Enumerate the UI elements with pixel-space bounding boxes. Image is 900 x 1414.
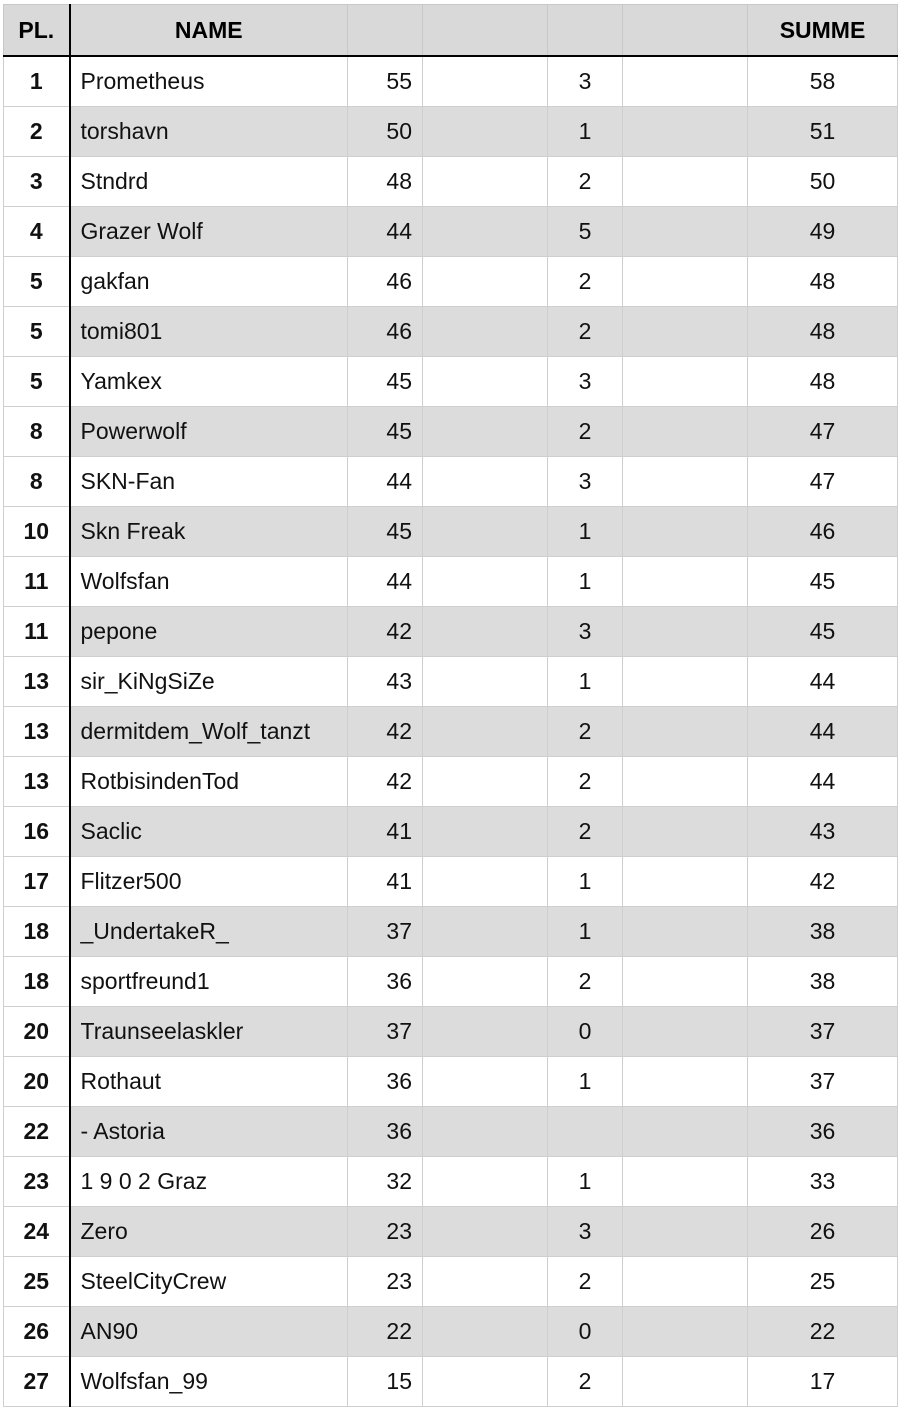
- cell-sum: 44: [748, 657, 898, 707]
- cell-sum: 36: [748, 1107, 898, 1157]
- cell-col-3: 15: [348, 1357, 423, 1407]
- cell-col-5: 3: [548, 1207, 623, 1257]
- cell-col-5: 2: [548, 307, 623, 357]
- cell-col-6: [623, 56, 748, 107]
- cell-place: 22: [4, 1107, 70, 1157]
- table-row: [4, 807, 898, 857]
- cell-col-6: [623, 1207, 748, 1257]
- table-row: [4, 407, 898, 457]
- cell-col-4: [423, 1057, 548, 1107]
- cell-col-3: 36: [348, 1107, 423, 1157]
- cell-col-5: 2: [548, 1257, 623, 1307]
- cell-col-5: 0: [548, 1307, 623, 1357]
- cell-sum: 46: [748, 507, 898, 557]
- cell-col-3: 23: [348, 1207, 423, 1257]
- cell-place: 5: [4, 257, 70, 307]
- cell-name: Flitzer500: [70, 857, 348, 907]
- header-col-4: [423, 5, 548, 57]
- cell-col-5: 3: [548, 56, 623, 107]
- cell-col-3: 36: [348, 957, 423, 1007]
- cell-col-6: [623, 407, 748, 457]
- cell-sum: 47: [748, 457, 898, 507]
- cell-col-5: 2: [548, 407, 623, 457]
- cell-name: RotbisindenTod: [70, 757, 348, 807]
- cell-col-6: [623, 757, 748, 807]
- cell-col-3: 42: [348, 607, 423, 657]
- cell-col-5: 0: [548, 1007, 623, 1057]
- cell-col-3: 46: [348, 257, 423, 307]
- cell-col-6: [623, 257, 748, 307]
- table-row: [4, 1357, 898, 1407]
- table-row: [4, 657, 898, 707]
- cell-col-6: [623, 807, 748, 857]
- cell-place: 13: [4, 707, 70, 757]
- cell-col-5: 2: [548, 807, 623, 857]
- cell-col-3: 55: [348, 56, 423, 107]
- cell-col-3: 44: [348, 557, 423, 607]
- cell-col-6: [623, 1107, 748, 1157]
- table-row: [4, 857, 898, 907]
- cell-col-6: [623, 907, 748, 957]
- cell-sum: 48: [748, 307, 898, 357]
- cell-place: 11: [4, 607, 70, 657]
- cell-name: tomi801: [70, 307, 348, 357]
- cell-col-4: [423, 157, 548, 207]
- table-row: [4, 1307, 898, 1357]
- cell-col-3: 45: [348, 357, 423, 407]
- cell-col-5: 1: [548, 857, 623, 907]
- table-row: [4, 757, 898, 807]
- cell-name: - Astoria: [70, 1107, 348, 1157]
- cell-sum: 25: [748, 1257, 898, 1307]
- cell-sum: 43: [748, 807, 898, 857]
- cell-col-6: [623, 507, 748, 557]
- cell-col-4: [423, 1207, 548, 1257]
- cell-place: 10: [4, 507, 70, 557]
- cell-place: 5: [4, 357, 70, 407]
- table-header: [4, 5, 898, 57]
- cell-name: dermitdem_Wolf_tanzt: [70, 707, 348, 757]
- cell-col-5: 2: [548, 257, 623, 307]
- cell-sum: 45: [748, 557, 898, 607]
- cell-col-3: 48: [348, 157, 423, 207]
- table-row: [4, 557, 898, 607]
- cell-col-4: [423, 657, 548, 707]
- table-row: [4, 1057, 898, 1107]
- cell-col-6: [623, 607, 748, 657]
- cell-place: 8: [4, 407, 70, 457]
- cell-col-3: 36: [348, 1057, 423, 1107]
- table-row: [4, 56, 898, 107]
- cell-col-6: [623, 357, 748, 407]
- cell-name: Wolfsfan_99: [70, 1357, 348, 1407]
- cell-place: 5: [4, 307, 70, 357]
- cell-name: SteelCityCrew: [70, 1257, 348, 1307]
- cell-sum: 38: [748, 957, 898, 1007]
- cell-col-5: 1: [548, 107, 623, 157]
- cell-col-5: 3: [548, 457, 623, 507]
- table-row: [4, 157, 898, 207]
- cell-name: Zero: [70, 1207, 348, 1257]
- cell-place: 3: [4, 157, 70, 207]
- header-row: [4, 5, 898, 57]
- header-name: NAME: [70, 5, 348, 57]
- cell-sum: 42: [748, 857, 898, 907]
- cell-col-5: 2: [548, 1357, 623, 1407]
- cell-col-4: [423, 56, 548, 107]
- cell-col-5: 2: [548, 707, 623, 757]
- cell-place: 8: [4, 457, 70, 507]
- cell-place: 24: [4, 1207, 70, 1257]
- cell-place: 17: [4, 857, 70, 907]
- cell-col-3: 50: [348, 107, 423, 157]
- cell-name: gakfan: [70, 257, 348, 307]
- cell-col-3: 45: [348, 407, 423, 457]
- cell-col-5: 1: [548, 657, 623, 707]
- cell-name: SKN-Fan: [70, 457, 348, 507]
- table-row: [4, 907, 898, 957]
- cell-name: Prometheus: [70, 56, 348, 107]
- table-row: [4, 1207, 898, 1257]
- cell-col-3: 37: [348, 907, 423, 957]
- cell-col-3: 22: [348, 1307, 423, 1357]
- cell-col-5: 3: [548, 607, 623, 657]
- cell-col-5: 1: [548, 907, 623, 957]
- table-row: [4, 1257, 898, 1307]
- cell-sum: 37: [748, 1057, 898, 1107]
- cell-sum: 45: [748, 607, 898, 657]
- cell-col-5: 2: [548, 757, 623, 807]
- cell-name: AN90: [70, 1307, 348, 1357]
- table-row: [4, 1157, 898, 1207]
- cell-col-3: 44: [348, 207, 423, 257]
- cell-name: Powerwolf: [70, 407, 348, 457]
- cell-place: 11: [4, 557, 70, 607]
- cell-col-5: 1: [548, 1057, 623, 1107]
- cell-col-5: 3: [548, 357, 623, 407]
- cell-col-4: [423, 1157, 548, 1207]
- cell-name: Traunseelaskler: [70, 1007, 348, 1057]
- table-row: [4, 207, 898, 257]
- cell-place: 25: [4, 1257, 70, 1307]
- table-row: [4, 957, 898, 1007]
- standings-table: [3, 4, 898, 1407]
- cell-name: 1 9 0 2 Graz: [70, 1157, 348, 1207]
- cell-col-3: 42: [348, 757, 423, 807]
- cell-col-6: [623, 657, 748, 707]
- cell-col-3: 32: [348, 1157, 423, 1207]
- cell-name: Rothaut: [70, 1057, 348, 1107]
- cell-col-4: [423, 757, 548, 807]
- cell-col-6: [623, 457, 748, 507]
- cell-place: 23: [4, 1157, 70, 1207]
- table-row: [4, 457, 898, 507]
- cell-col-6: [623, 157, 748, 207]
- cell-sum: 17: [748, 1357, 898, 1407]
- cell-place: 4: [4, 207, 70, 257]
- cell-place: 18: [4, 957, 70, 1007]
- cell-name: Skn Freak: [70, 507, 348, 557]
- cell-col-5: 1: [548, 557, 623, 607]
- cell-col-4: [423, 1107, 548, 1157]
- cell-sum: 33: [748, 1157, 898, 1207]
- table-row: [4, 607, 898, 657]
- cell-sum: 44: [748, 757, 898, 807]
- cell-col-4: [423, 707, 548, 757]
- cell-name: Yamkex: [70, 357, 348, 407]
- header-col-6: [623, 5, 748, 57]
- cell-col-4: [423, 307, 548, 357]
- cell-sum: 51: [748, 107, 898, 157]
- cell-place: 13: [4, 657, 70, 707]
- cell-place: 16: [4, 807, 70, 857]
- cell-sum: 47: [748, 407, 898, 457]
- cell-name: sportfreund1: [70, 957, 348, 1007]
- cell-col-3: 23: [348, 1257, 423, 1307]
- table-row: [4, 307, 898, 357]
- cell-name: torshavn: [70, 107, 348, 157]
- cell-col-5: 1: [548, 1157, 623, 1207]
- cell-col-4: [423, 1307, 548, 1357]
- table-row: [4, 1007, 898, 1057]
- cell-sum: 38: [748, 907, 898, 957]
- cell-col-3: 41: [348, 807, 423, 857]
- cell-col-5: 2: [548, 157, 623, 207]
- header-col-3: [348, 5, 423, 57]
- cell-col-4: [423, 807, 548, 857]
- cell-sum: 48: [748, 257, 898, 307]
- cell-name: Wolfsfan: [70, 557, 348, 607]
- cell-place: 13: [4, 757, 70, 807]
- cell-sum: 22: [748, 1307, 898, 1357]
- cell-col-3: 37: [348, 1007, 423, 1057]
- cell-col-6: [623, 107, 748, 157]
- cell-sum: 49: [748, 207, 898, 257]
- cell-col-5: 1: [548, 507, 623, 557]
- cell-col-3: 45: [348, 507, 423, 557]
- cell-col-3: 44: [348, 457, 423, 507]
- cell-sum: 48: [748, 357, 898, 407]
- cell-col-4: [423, 107, 548, 157]
- cell-name: sir_KiNgSiZe: [70, 657, 348, 707]
- cell-sum: 26: [748, 1207, 898, 1257]
- table-row: [4, 707, 898, 757]
- header-sum: SUMME: [748, 5, 898, 57]
- cell-col-5: 2: [548, 957, 623, 1007]
- cell-sum: 44: [748, 707, 898, 757]
- cell-col-4: [423, 507, 548, 557]
- cell-sum: 37: [748, 1007, 898, 1057]
- cell-name: Grazer Wolf: [70, 207, 348, 257]
- cell-col-4: [423, 907, 548, 957]
- table-row: [4, 1107, 898, 1157]
- table-row: [4, 357, 898, 407]
- cell-place: 20: [4, 1057, 70, 1107]
- cell-name: pepone: [70, 607, 348, 657]
- cell-col-4: [423, 1007, 548, 1057]
- cell-place: 1: [4, 56, 70, 107]
- cell-col-4: [423, 857, 548, 907]
- cell-col-4: [423, 957, 548, 1007]
- cell-name: Saclic: [70, 807, 348, 857]
- cell-col-6: [623, 1307, 748, 1357]
- cell-col-3: 41: [348, 857, 423, 907]
- cell-col-6: [623, 207, 748, 257]
- header-place: PL.: [4, 5, 70, 57]
- cell-place: 20: [4, 1007, 70, 1057]
- cell-sum: 58: [748, 56, 898, 107]
- cell-col-4: [423, 1257, 548, 1307]
- cell-place: 18: [4, 907, 70, 957]
- table-row: [4, 507, 898, 557]
- cell-col-6: [623, 307, 748, 357]
- cell-col-3: 42: [348, 707, 423, 757]
- cell-col-6: [623, 957, 748, 1007]
- cell-col-3: 43: [348, 657, 423, 707]
- cell-col-6: [623, 707, 748, 757]
- cell-col-6: [623, 1007, 748, 1057]
- cell-col-6: [623, 1357, 748, 1407]
- cell-name: _UndertakeR_: [70, 907, 348, 957]
- cell-col-4: [423, 257, 548, 307]
- cell-col-4: [423, 457, 548, 507]
- cell-col-4: [423, 207, 548, 257]
- cell-col-3: 46: [348, 307, 423, 357]
- header-col-5: [548, 5, 623, 57]
- cell-col-6: [623, 857, 748, 907]
- table-row: [4, 257, 898, 307]
- cell-sum: 50: [748, 157, 898, 207]
- cell-col-6: [623, 1257, 748, 1307]
- cell-place: 2: [4, 107, 70, 157]
- cell-col-4: [423, 607, 548, 657]
- cell-col-5: [548, 1107, 623, 1157]
- table-row: [4, 107, 898, 157]
- cell-place: 27: [4, 1357, 70, 1407]
- cell-col-4: [423, 357, 548, 407]
- cell-name: Stndrd: [70, 157, 348, 207]
- cell-col-6: [623, 1057, 748, 1107]
- cell-col-4: [423, 1357, 548, 1407]
- cell-col-4: [423, 407, 548, 457]
- table-body: [4, 56, 898, 1407]
- cell-col-6: [623, 557, 748, 607]
- cell-col-6: [623, 1157, 748, 1207]
- cell-place: 26: [4, 1307, 70, 1357]
- cell-col-4: [423, 557, 548, 607]
- cell-col-5: 5: [548, 207, 623, 257]
